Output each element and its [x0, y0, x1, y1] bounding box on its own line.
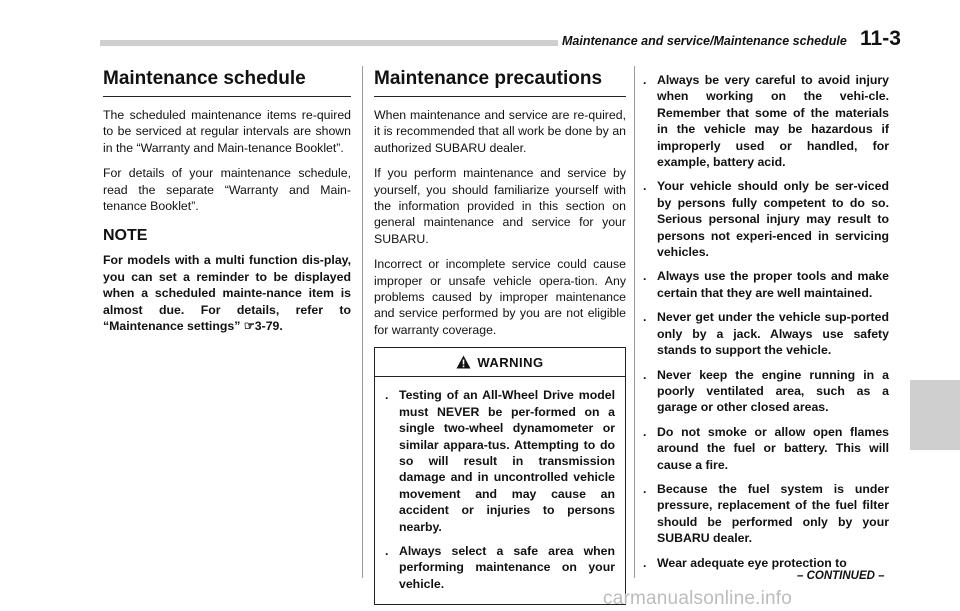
warning-label: WARNING [477, 354, 544, 370]
warning-item: . Always select a safe area when performing maintenance on your vehicle. [385, 543, 615, 591]
paragraph: For details of your maintenance schedule, read the separate “Warranty and Main-tenance Booklet”. [103, 166, 351, 214]
page-number: 11-3 [860, 27, 901, 50]
section-heading-maintenance-precautions: Maintenance precautions [374, 68, 603, 89]
watermark: carmanualsonline.info [603, 588, 793, 609]
bullet: . [643, 424, 647, 439]
warning-list [375, 377, 625, 604]
bullet: . [643, 367, 647, 382]
list-item: . Do not smoke or allow open flames around the fuel or battery. This will cause a fire. [643, 424, 889, 472]
section-heading-maintenance-schedule: Maintenance schedule [103, 68, 306, 89]
column-divider [634, 66, 635, 578]
column-maintenance-schedule [103, 66, 351, 334]
paragraph: When maintenance and service are re-quired, it is recommended that all work be done by an authorized SUBARU dealer. [374, 108, 626, 155]
header-bar [100, 40, 558, 46]
warning-item: . Testing of an All-Wheel Drive model must NEVER be per-formed on a single two-wheel dynamometer or similar appara-tus. Attempting to do so will result in transmission damage and in uncontrolled vehicle movement and may cause an accident or injuries to persons nearby. [385, 388, 615, 534]
header-title: Maintenance and service/Maintenance schedule [562, 34, 847, 48]
warning-box [374, 347, 626, 605]
list-item: . Because the fuel system is under pressure, replacement of the fuel filter should be performed only by your SUBARU dealer. [643, 481, 889, 546]
note-heading: NOTE [103, 227, 148, 245]
paragraph: The scheduled maintenance items re-quired to be serviced at regular intervals are shown in the “Warranty and Main-tenance Booklet”. [103, 108, 351, 155]
list-item: . Always use the proper tools and make certain that they are well maintained. [643, 269, 889, 300]
note-body: For models with a multi function dis-play, you can set a reminder to be displayed when a scheduled mainte-nance item is almost due. For details, refer to “Maintenance settings” ☞3-79. [103, 253, 351, 334]
column-maintenance-precautions [374, 66, 626, 605]
column-divider [362, 66, 363, 578]
warning-triangle-icon [456, 355, 471, 369]
list-item: . Never keep the engine running in a poorly ventilated area, such as a garage or other closed areas. [643, 367, 889, 415]
heading-rule [103, 96, 351, 97]
column-precautions-continued [637, 72, 889, 579]
paragraph: Incorrect or incomplete service could cause improper or unsafe vehicle opera-tion. Any problems caused by improper maintenance and service performed by you are not eligible for warranty coverage. [374, 257, 626, 337]
bullet: . [643, 269, 647, 284]
precaution-list [637, 72, 889, 571]
continued-label: – CONTINUED – [797, 570, 885, 582]
warning-header [375, 348, 625, 377]
chapter-side-tab [910, 380, 960, 450]
bullet: . [385, 388, 389, 403]
bullet: . [385, 543, 389, 558]
bullet: . [643, 481, 647, 496]
bullet: . [643, 73, 647, 87]
heading-rule [374, 96, 626, 97]
list-item: . Never get under the vehicle sup-ported only by a jack. Always use safety stands to support the vehicle. [643, 310, 889, 358]
list-item: . Your vehicle should only be ser-viced by persons fully competent to do so. Serious personal injury may result to persons not experi-enced in servicing vehicles. [643, 179, 889, 260]
bullet: . [643, 179, 647, 194]
bullet: . [643, 555, 647, 570]
list-item: . Wear adequate eye protection to [643, 555, 847, 570]
list-item: . Always be very careful to avoid injury when working on the vehi-cle. Remember that some of the materials in the vehicle may be hazardous if improperly used or handled, for example, battery acid. [643, 73, 889, 170]
bullet: . [643, 310, 647, 325]
paragraph: If you perform maintenance and service by yourself, you should familiarize yourself with the information provided in this section on general maintenance and service for your SUBARU. [374, 166, 626, 246]
